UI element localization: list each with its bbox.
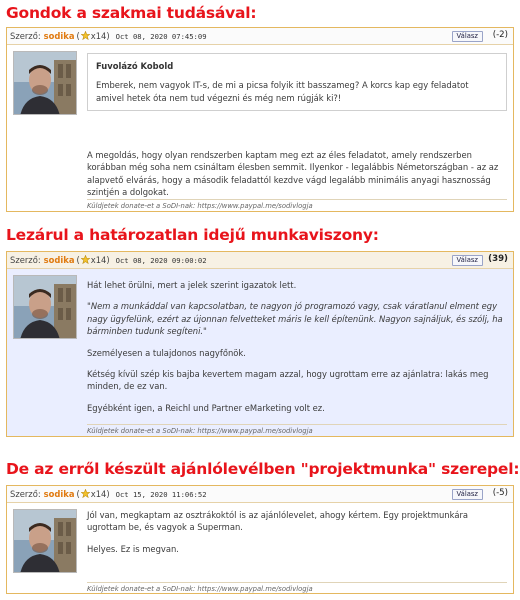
author-label: Szerző: bbox=[10, 255, 41, 265]
reply-button[interactable]: Válasz bbox=[452, 31, 483, 42]
post-signature: Küldjetek donate-et a SoDI-nak: https://www.paypal.me/sodivlogja bbox=[87, 424, 507, 435]
post-score bbox=[488, 254, 508, 264]
post-paragraph: A megoldás, hogy olyan rendszerben kaptam meg ezt az éles feladatot, amely rendszerben korábban még soha nem csináltam élesben semmit. Ilyenkor - legalábbis Németországban - az az alapvető elvárás, hogy a második feladattól kezdve vágd legalább minimális anyagi hasznosság szintjén a dolgokat. bbox=[87, 150, 499, 198]
reply-button[interactable]: Válasz bbox=[452, 489, 483, 500]
forum-post-1 bbox=[6, 27, 514, 212]
section-heading-1: Gondok a szakmai tudásával: bbox=[6, 4, 257, 22]
post-paragraph: Helyes. Ez is megvan. bbox=[87, 543, 179, 554]
author-name[interactable]: sodika bbox=[43, 31, 75, 41]
author-rank: ( x14) bbox=[76, 31, 110, 41]
rank-count: x14) bbox=[90, 489, 110, 499]
star-icon bbox=[81, 489, 90, 498]
post-paragraph: Egyébként igen, a Reichl und Partner eMarketing volt ez. bbox=[87, 402, 325, 413]
avatar-image bbox=[14, 510, 77, 573]
author-name[interactable]: sodika bbox=[43, 255, 75, 265]
post-paragraph: Kétség kívül szép kis bajba kevertem magam azzal, hogy ugrottam erre az ajánlatra: lakás meg minden, de ez van. bbox=[87, 369, 489, 392]
section-heading-3: De az erről készült ajánlólevélben "projektmunka" szerepel: bbox=[6, 460, 520, 478]
author-label: Szerző: bbox=[10, 31, 41, 41]
post-paragraph: Hát lehet örülni, mert a jelek szerint igazatok lett. bbox=[87, 280, 297, 290]
avatar-image bbox=[14, 276, 77, 339]
post-date: Oct 08, 2020 09:00:02 bbox=[115, 255, 207, 265]
author-label: Szerző: bbox=[10, 489, 41, 499]
post-score: (-5) bbox=[492, 488, 508, 498]
post-text bbox=[87, 279, 507, 414]
post-signature: Küldjetek donate-et a SoDI-nak: https://www.paypal.me/sodivlogja bbox=[87, 199, 507, 210]
avatar[interactable] bbox=[13, 51, 77, 115]
forum-post-3 bbox=[6, 485, 514, 594]
rank-count: x14) bbox=[90, 255, 110, 265]
author-rank: ( x14) bbox=[76, 489, 110, 499]
post-signature: Küldjetek donate-et a SoDI-nak: https://www.paypal.me/sodivlogja bbox=[87, 582, 507, 593]
quote-box bbox=[87, 53, 507, 111]
quote-author: Fuvolázó Kobold bbox=[96, 61, 174, 71]
author-name[interactable]: sodika bbox=[43, 489, 75, 499]
post-header bbox=[7, 486, 513, 503]
quote-text: Emberek, nem vagyok IT-s, de mi a picsa folyik itt basszameg? A korcs kap egy feladatot amivel hetek óta nem tud végezni és még nem rúgják ki?! bbox=[96, 80, 469, 103]
section-heading-2: Lezárul a határozatlan idejű munkaviszony: bbox=[6, 226, 379, 244]
star-icon bbox=[81, 255, 90, 264]
author-rank: ( x14) bbox=[76, 255, 110, 265]
post-score: (-2) bbox=[492, 30, 508, 40]
post-paragraph: Jól van, megkaptam az osztrákoktól is az ajánlólevelet, ahogy kértem. Egy projektmunkára ugrottam be, és vagyok a Superman. bbox=[87, 510, 469, 533]
avatar-image bbox=[14, 52, 77, 115]
post-paragraph: "Nem a munkáddal van kapcsolatban, te nagyon jó programozó vagy, csak váratlanul elment egy nagy ügyfelünk, ezért az újonnan felvetteket máris le kell építenünk. Nagyon sajnáljuk, és szólj, ha bárminben tudunk segíteni." bbox=[87, 301, 503, 337]
post-date: Oct 15, 2020 11:06:52 bbox=[115, 489, 207, 499]
reply-button[interactable]: Válasz bbox=[452, 255, 483, 266]
post-date: Oct 08, 2020 07:45:09 bbox=[115, 31, 207, 41]
post-text bbox=[87, 149, 507, 199]
post-header bbox=[7, 252, 513, 269]
post-paragraph: Személyesen a tulajdonos nagyfőnök. bbox=[87, 347, 246, 358]
post-text bbox=[87, 509, 507, 555]
star-icon bbox=[81, 31, 90, 40]
avatar[interactable] bbox=[13, 509, 77, 573]
score-value: (39) bbox=[488, 254, 508, 264]
avatar[interactable] bbox=[13, 275, 77, 339]
rank-count: x14) bbox=[90, 31, 110, 41]
forum-post-2 bbox=[6, 251, 514, 437]
post-header bbox=[7, 28, 513, 45]
